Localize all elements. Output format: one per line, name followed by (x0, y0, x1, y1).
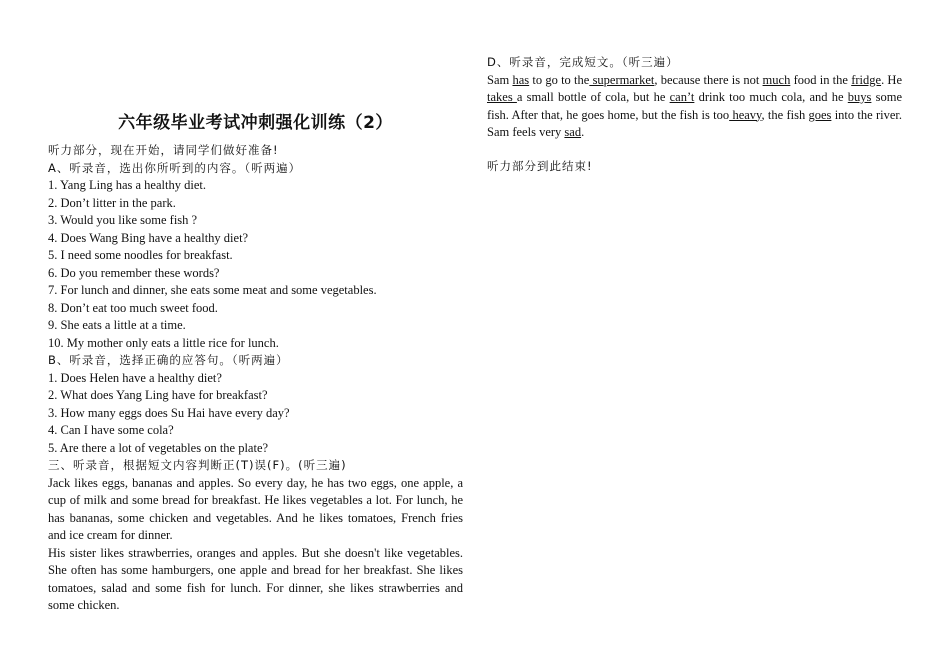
intro-text: 听力部分，现在开始，请同学们做好准备! (48, 143, 279, 157)
section-c-paragraph-2: His sister likes strawberries, oranges and apples. But she doesn't like vegetables. She often has some hamburgers, one apple and bread for her breakfast. She likes tomatoes, salad and some fish for lunch. For dinner, she likes strawberries and some chicken. (48, 545, 463, 612)
list-item: 5. Are there a lot of vegetables on the plate? (48, 440, 269, 455)
passage-text: , because there is not (654, 72, 763, 87)
answer-blank: supermarket (589, 72, 655, 87)
passage-text: . (581, 125, 585, 139)
page-title: 六年级毕业考试冲刺强化训练（2） (118, 113, 393, 133)
answer-blank: sad (564, 125, 582, 139)
list-item: 1. Does Helen have a healthy diet? (48, 370, 222, 385)
section-c-paragraph-1: Jack likes eggs, bananas and apples. So every day, he has two eggs, one apple, a cup of milk and some bread for breakfast. He likes vegetables a lot. For lunch, he has bananas, some chicken and vegetables. And he likes tomatoes, French fries and ice cream for dinner. (48, 475, 463, 542)
spacer (487, 142, 902, 158)
passage-text: a small bottle of cola, but he (516, 90, 670, 104)
section-b-list (48, 370, 463, 458)
passage-text: drink too much cola, and he (694, 90, 848, 104)
answer-blank: can’t (669, 90, 695, 104)
list-item: 6. Do you remember these words? (48, 265, 220, 280)
list-item: 1. Yang Ling has a healthy diet. (48, 178, 206, 192)
passage-text: into the river. Sam feels very (487, 107, 902, 139)
ending-text: 听力部分到此结束! (487, 158, 593, 173)
answer-blank: takes (487, 90, 517, 104)
answer-blank: much (762, 72, 791, 87)
list-item: 2. What does Yang Ling have for breakfast? (48, 388, 268, 402)
answer-blank: buys (847, 90, 872, 104)
answer-blank: has (512, 72, 530, 87)
list-item: 8. Don’t eat too much sweet food. (48, 300, 218, 315)
passage-text: Sam (487, 72, 513, 87)
section-a-heading: A、听录音，选出你所听到的内容。（听两遍） (48, 160, 302, 175)
list-item: 9. She eats a little at a time. (48, 318, 186, 332)
list-item: 2. Don’t litter in the park. (48, 195, 176, 210)
answer-blank: goes (808, 107, 832, 122)
list-item: 3. How many eggs does Su Hai have every day? (48, 405, 290, 420)
section-d-paragraph (487, 72, 902, 142)
passage-text: , the fish (761, 107, 809, 122)
section-c-heading: 三、听录音，根据短文内容判断正(T)误(F)。(听三遍) (48, 458, 347, 472)
answer-blank: fridge (851, 72, 882, 87)
passage-text: some fish. After that, he goes home, but the fish is too (487, 90, 903, 122)
section-b-heading: B、听录音，选择正确的应答句。（听两遍） (48, 353, 289, 367)
left-column (48, 112, 463, 615)
list-item: 4. Does Wang Bing have a healthy diet? (48, 230, 249, 245)
passage-text: to go to the (529, 72, 590, 87)
section-d-heading: D、听录音，完成短文。（听三遍） (487, 55, 679, 69)
passage-text: . He (881, 72, 903, 87)
list-item: 3. Would you like some fish ? (48, 213, 198, 227)
list-item: 10. My mother only eats a little rice for lunch. (48, 335, 279, 350)
passage-text: food in the (790, 72, 852, 87)
list-item: 5. I need some noodles for breakfast. (48, 248, 233, 262)
section-a-list (48, 177, 463, 352)
right-column (487, 54, 902, 175)
list-item: 7. For lunch and dinner, she eats some meat and some vegetables. (48, 283, 377, 297)
list-item: 4. Can I have some cola? (48, 423, 174, 437)
answer-blank: heavy (729, 107, 762, 122)
